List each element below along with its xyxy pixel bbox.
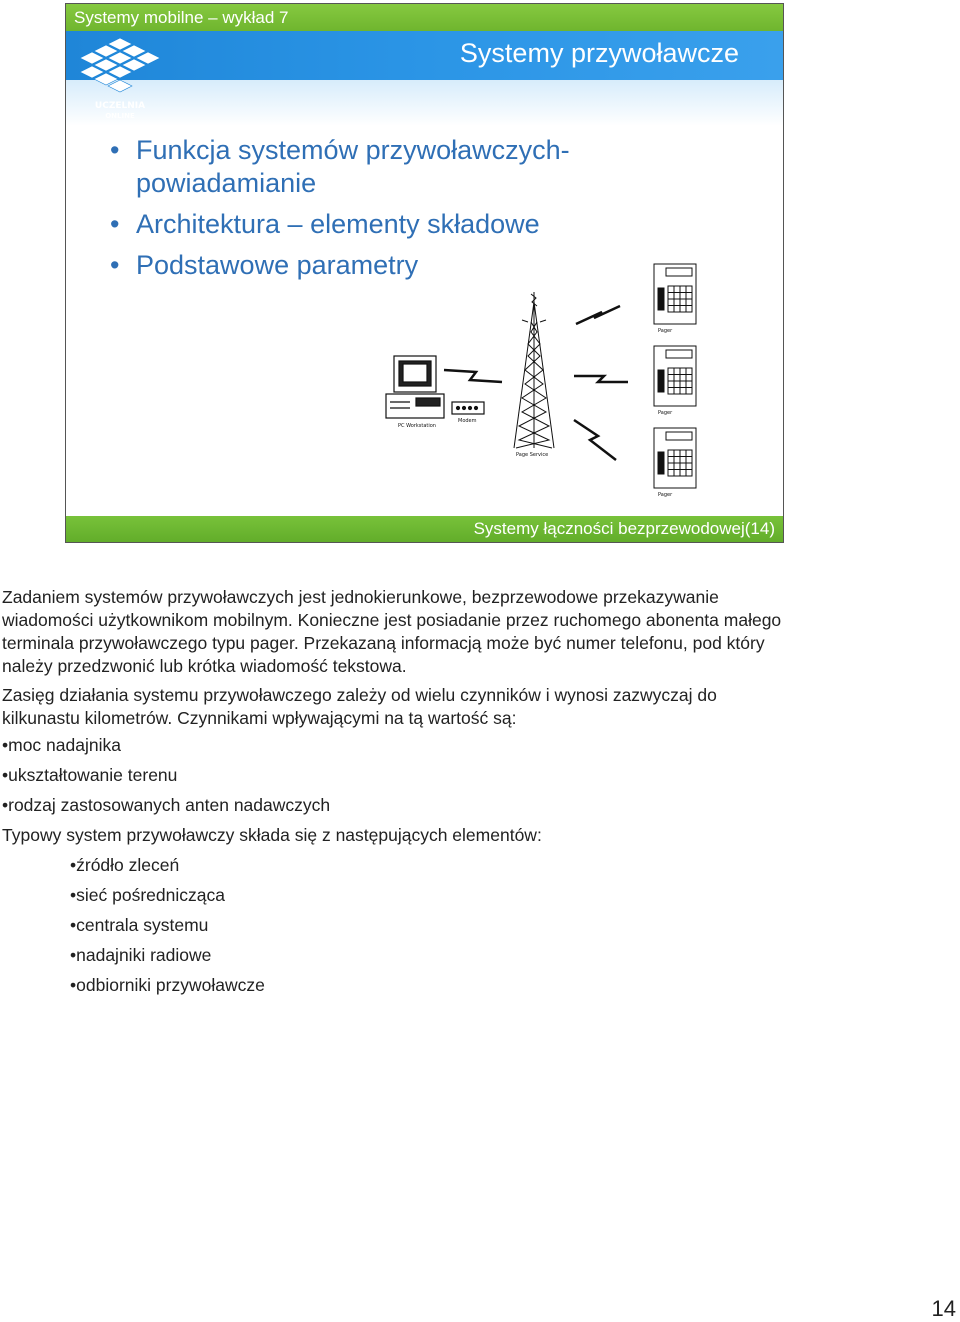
pager-label: Pager	[658, 410, 673, 416]
page-number: 14	[931, 1296, 956, 1321]
bullet-item: • Podstawowe parametry	[110, 250, 419, 280]
element-item: •nadajniki radiowe	[70, 945, 212, 965]
bullet-text: Architektura – elementy składowe	[136, 209, 540, 239]
elements-intro: Typowy system przywoławczy składa się z następujących elementów:	[2, 825, 542, 845]
slide-footer-text: Systemy łączności bezprzewodowej(14)	[473, 519, 775, 538]
element-item: •odbiorniki przywoławcze	[70, 975, 265, 995]
pager-icon	[654, 264, 696, 324]
workstation-icon	[386, 356, 444, 418]
pager-label: Pager	[658, 492, 673, 498]
notes-section	[2, 586, 902, 1000]
modem-label: Modem	[458, 418, 477, 424]
pager-icon	[654, 428, 696, 488]
uczelnia-online-logo	[74, 34, 166, 124]
bullet-text: Podstawowe parametry	[136, 250, 419, 280]
notes-line: kilkunastu kilometrów. Czynnikami wpływającymi na tą wartość są:	[2, 708, 517, 728]
logo-band	[66, 80, 783, 126]
paging-system-diagram	[376, 252, 716, 502]
slide-title: Systemy przywoławcze	[459, 38, 739, 68]
radio-tower-icon	[514, 292, 554, 448]
bullet-text-cont: powiadamianie	[136, 168, 317, 198]
notes-line: terminala przywoławczego typu pager. Przekazaną informacją może być numer telefonu, pod który	[2, 633, 765, 653]
course-title: Systemy mobilne – wykład 7	[74, 8, 289, 27]
signal-bolt	[576, 306, 620, 324]
notes-line: wiadomości użytkownikom mobilnym. Konieczne jest posiadanie przez ruchomego abonenta małego	[2, 610, 782, 630]
tower-label: Page Service	[516, 452, 549, 458]
bullet-item: • Funkcja systemów przywoławczych- powiadamianie	[110, 135, 570, 198]
slide-footer-bar	[66, 516, 783, 542]
slide-top-bar	[66, 4, 783, 31]
logo-text-2: ONLINE	[105, 112, 135, 120]
signal-bolt	[574, 420, 616, 460]
bullet-item: • Architektura – elementy składowe	[110, 209, 540, 239]
pager-label: Pager	[658, 328, 673, 334]
factor-item: •ukształtowanie terenu	[2, 765, 178, 785]
bullet-text: Funkcja systemów przywoławczych-	[136, 135, 570, 165]
notes-line: należy przedzwonić lub krótka wiadomość tekstowa.	[2, 656, 407, 676]
factor-item: •moc nadajnika	[2, 735, 121, 755]
logo-text-1: UCZELNIA	[94, 101, 146, 111]
workstation-label: PC Workstation	[398, 423, 436, 429]
element-item: •źródło zleceń	[70, 855, 180, 875]
notes-line: Zasięg działania systemu przywoławczego zależy od wielu czynników i wynosi zazwyczaj do	[2, 685, 717, 705]
element-item: •centrala systemu	[70, 915, 209, 935]
signal-bolt	[444, 370, 502, 382]
modem-icon	[452, 402, 484, 414]
slide	[65, 3, 784, 543]
signal-bolt	[574, 376, 628, 382]
element-item: •sieć pośrednicząca	[70, 885, 225, 905]
notes-line: Zadaniem systemów przywoławczych jest jednokierunkowe, bezprzewodowe przekazywanie	[2, 587, 719, 607]
pager-icon	[654, 346, 696, 406]
factor-item: •rodzaj zastosowanych anten nadawczych	[2, 795, 331, 815]
